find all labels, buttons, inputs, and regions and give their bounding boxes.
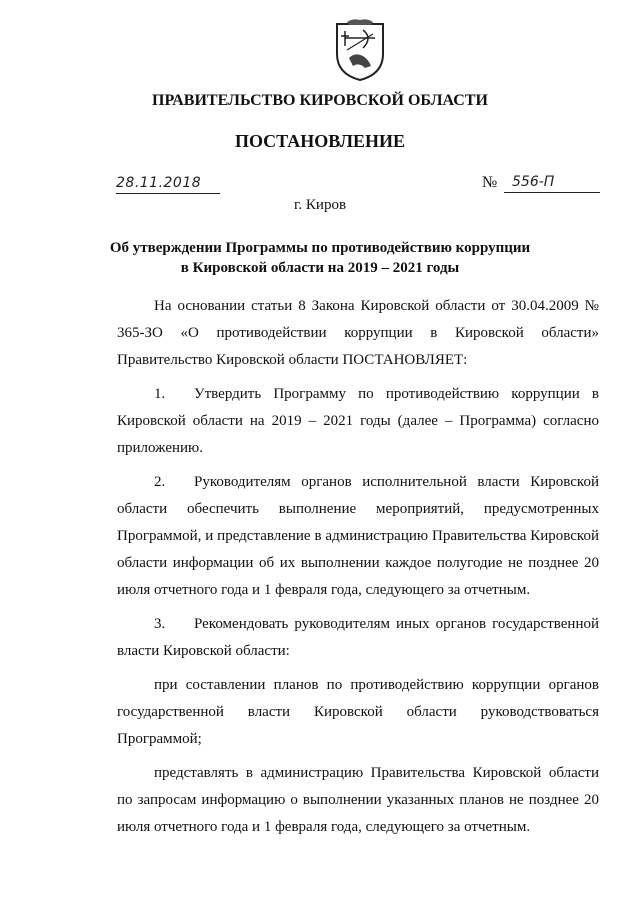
city: г. Киров — [293, 197, 347, 213]
coat-of-arms-icon — [333, 16, 387, 82]
preamble: На основании статьи 8 Закона Кировской области от 30.04.2009 № 365-ЗО «О противодействии коррупции в Кировской области» Правительство Кировской области ПОСТАНОВЛЯЕТ: — [117, 298, 599, 368]
item-1-text: Утвердить Программу по противодействию коррупции в Кировской области на 2019 – 2021 годы (далее – Программа) согласно приложению. — [117, 386, 599, 456]
item-2-number: 2. — [154, 474, 166, 490]
document-type-title: ПОСТАНОВЛЕНИЕ — [234, 131, 406, 151]
item-1-number: 1. — [154, 386, 166, 402]
document-subject — [0, 238, 640, 278]
item-3-number: 3. — [154, 616, 166, 632]
number-underline — [504, 192, 600, 193]
number-label: № — [482, 174, 498, 191]
document-body — [117, 293, 599, 841]
subparagraph-1: при составлении планов по противодействию коррупции органов государственной власти Кировской области руководствоваться Программой; — [117, 677, 599, 747]
organization-title: ПРАВИТЕЛЬСТВО КИРОВСКОЙ ОБЛАСТИ — [152, 92, 488, 109]
subparagraph-2: представлять в администрацию Правительства Кировской области по запросам информацию о выполнении указанных планов не позднее 20 июля отчетного года и 1 февраля года, следующего за отчетным. — [117, 765, 599, 835]
document-date: 28.11.2018 — [116, 175, 202, 191]
subject-line-1: Об утверждении Программы по противодействию коррупции — [109, 240, 531, 256]
date-field — [116, 174, 220, 194]
item-3-text: Рекомендовать руководителям иных органов государственной власти Кировской области: — [117, 616, 599, 659]
document-number: 556-П — [512, 174, 555, 190]
number-field — [482, 174, 600, 193]
subject-line-2: в Кировской области на 2019 – 2021 годы — [180, 260, 460, 276]
item-2 — [117, 469, 599, 604]
item-3 — [117, 611, 599, 665]
item-1 — [117, 381, 599, 462]
item-2-text: Руководителям органов исполнительной власти Кировской области обеспечить выполнение мероприятий, предусмотренных Программой, и представление в администрацию Правительства Кировской области информации об их выполнении каждое полугодие не позднее 20 июля отчетного года и 1 февраля года, следующего за отчетным. — [117, 474, 599, 598]
